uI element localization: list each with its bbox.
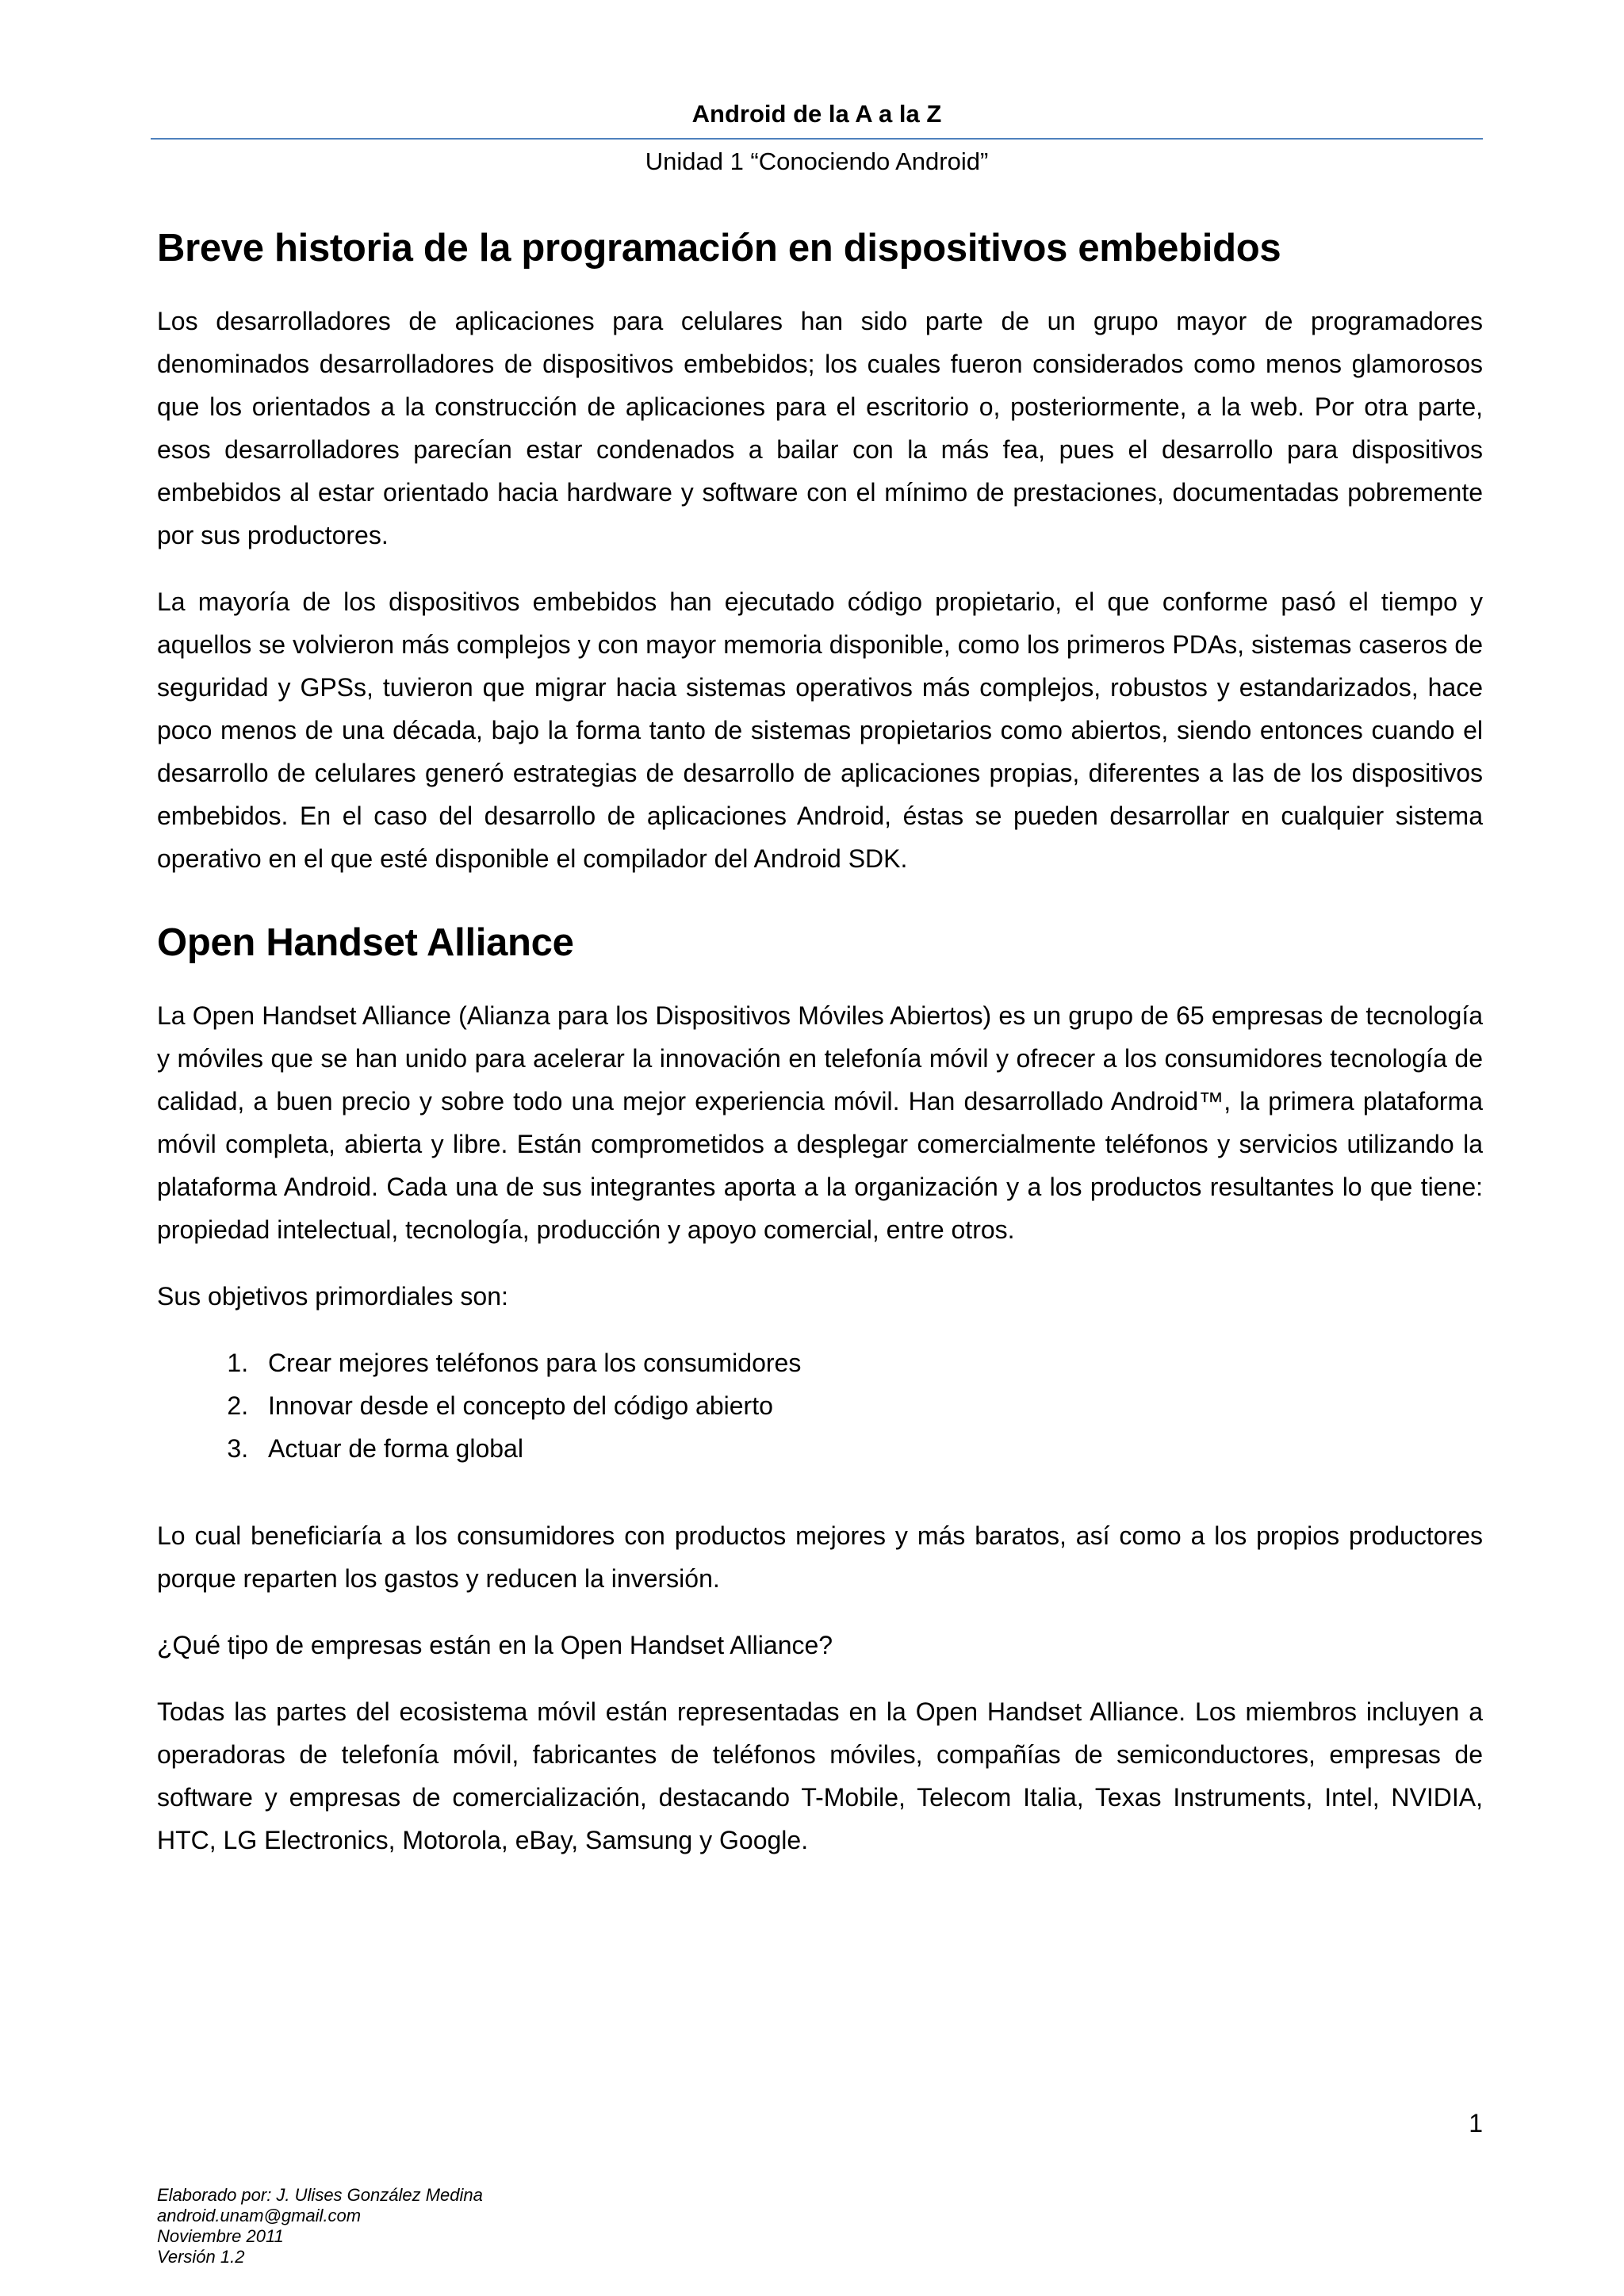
page-content (157, 224, 1483, 1885)
paragraph: Los desarrolladores de aplicaciones para celulares han sido parte de un grupo mayor de programadores denominados desarrolladores de dispositivos embebidos; los cuales fueron considerados como menos glamorosos que los orientados a la construcción de aplicaciones para el escritorio o, posteriormente, a la web. Por otra parte, esos desarrolladores parecían estar condenados a bailar con la más fea, pues el desarrollo para dispositivos embebidos al estar orientado hacia hardware y software con el mínimo de prestaciones, documentadas pobremente por sus productores. (157, 307, 1483, 549)
header-subtitle: Unidad 1 “Conociendo Android” (645, 147, 989, 175)
footer-version: Versión 1.2 (157, 2247, 245, 2267)
header-divider (151, 138, 1483, 140)
question-text: ¿Qué tipo de empresas están en la Open Handset Alliance? (157, 1631, 833, 1659)
section-heading-oha: Open Handset Alliance (157, 921, 574, 964)
list-item: 3. Actuar de forma global (255, 1427, 1483, 1470)
footer-email: android.unam@gmail.com (157, 2206, 362, 2225)
paragraph: La Open Handset Alliance (Alianza para los Dispositivos Móviles Abiertos) es un grupo de 65 empresas de tecnología y móviles que se han unido para acelerar la innovación en telefonía móvil y ofrecer a los consumidores tecnología de calidad, a buen precio y sobre todo una mejor experiencia móvil. Han desarrollado Android™, la primera plataforma móvil completa, abierta y libre. Están comprometidos a desplegar comercialmente teléfonos y servicios utilizando la plataforma Android. Cada una de sus integrantes aporta a la organización y a los productos resultantes lo que tiene: propiedad intelectual, tecnología, producción y apoyo comercial, entre otros. (157, 1001, 1483, 1244)
footer-author: Elaborado por: J. Ulises González Medina (157, 2185, 483, 2205)
footer-date: Noviembre 2011 (157, 2226, 284, 2246)
paragraph: La mayoría de los dispositivos embebidos han ejecutado código propietario, el que conforme pasó el tiempo y aquellos se volvieron más complejos y con mayor memoria disponible, como los primeros PDAs, sistemas caseros de seguridad y GPSs, tuvieron que migrar hacia sistemas operativos más complejos, robustos y estandarizados, hace poco menos de una década, bajo la forma tanto de sistemas propietarios como abiertos, siendo entonces cuando el desarrollo de celulares generó estrategias de desarrollo de aplicaciones propias, diferentes a las de los dispositivos embebidos. En el caso del desarrollo de aplicaciones Android, éstas se pueden desarrollar en cualquier sistema operativo en el que esté disponible el compilador del Android SDK. (157, 587, 1483, 873)
objectives-list (157, 1341, 1483, 1470)
paragraph: Lo cual beneficiaría a los consumidores con productos mejores y más baratos, así como a los propios productores porque reparten los gastos y reducen la inversión. (157, 1521, 1483, 1593)
list-item: 2. Innovar desde el concepto del código abierto (255, 1384, 1483, 1427)
paragraph: Todas las partes del ecosistema móvil están representadas en la Open Handset Alliance. Los miembros incluyen a operadoras de telefonía móvil, fabricantes de teléfonos móviles, compañías de semiconductores, empresas de software y empresas de comercialización, destacando T-Mobile, Telecom Italia, Texas Instruments, Intel, NVIDIA, HTC, LG Electronics, Motorola, eBay, Samsung y Google. (157, 1697, 1483, 1854)
objectives-intro: Sus objetivos primordiales son: (157, 1282, 508, 1311)
page-header (151, 98, 1483, 178)
page-footer (157, 2185, 483, 2267)
header-title: Android de la A a la Z (691, 100, 942, 128)
list-item: 1. Crear mejores teléfonos para los consumidores (255, 1341, 1483, 1384)
section-heading-history: Breve historia de la programación en dispositivos embebidos (157, 227, 1281, 270)
page-number: 1 (1469, 2109, 1483, 2137)
